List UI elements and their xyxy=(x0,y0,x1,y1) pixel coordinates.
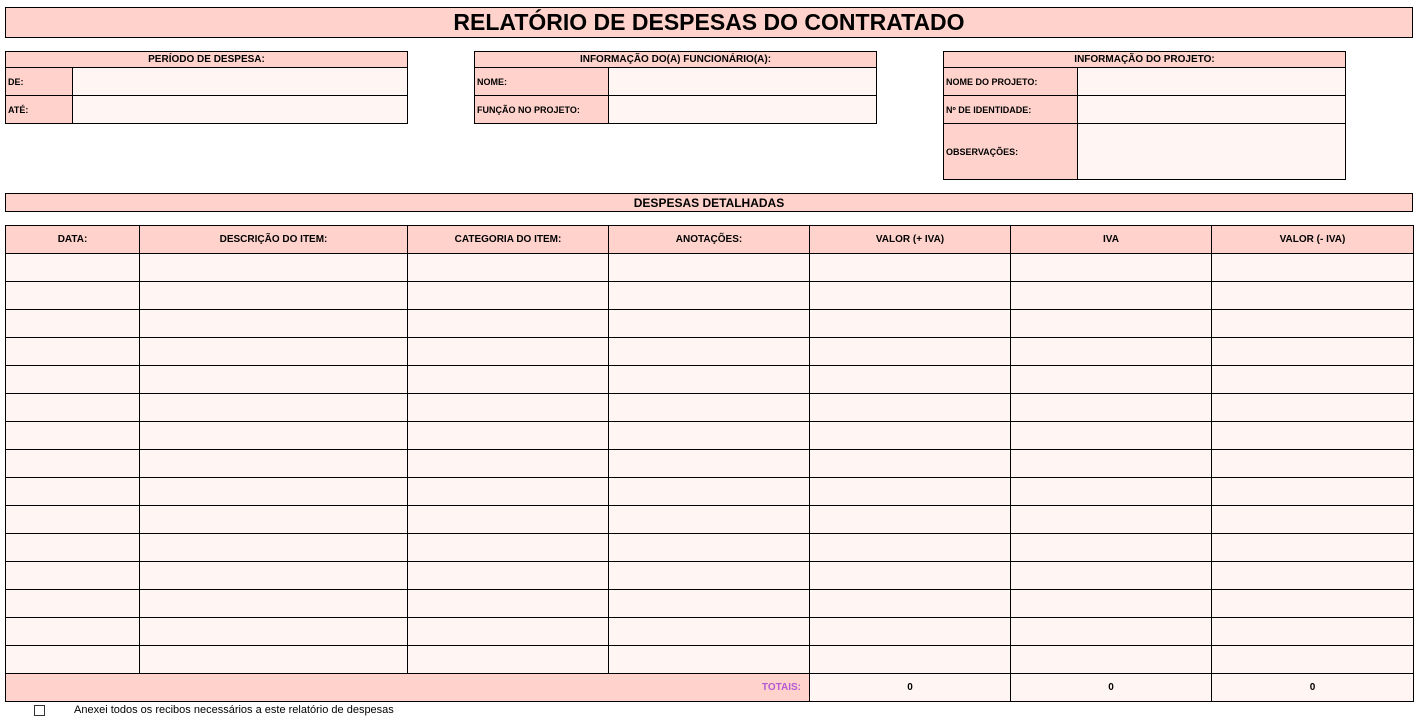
value-with-vat-cell[interactable] xyxy=(810,646,1011,674)
table-row xyxy=(6,338,1414,366)
project-info-header: INFORMAÇÃO DO PROJETO: xyxy=(944,52,1346,68)
date-cell[interactable] xyxy=(6,534,140,562)
description-cell[interactable] xyxy=(140,338,408,366)
date-cell[interactable] xyxy=(6,254,140,282)
notes-cell[interactable] xyxy=(609,254,810,282)
vat-cell[interactable] xyxy=(1011,366,1212,394)
description-cell[interactable] xyxy=(140,282,408,310)
project-info-table xyxy=(943,51,1346,180)
to-label: ATÉ: xyxy=(6,96,73,124)
table-row xyxy=(6,618,1414,646)
date-cell[interactable] xyxy=(6,590,140,618)
category-cell[interactable] xyxy=(408,534,609,562)
name-field[interactable] xyxy=(609,68,877,96)
description-cell[interactable] xyxy=(140,366,408,394)
id-number-label: Nº DE IDENTIDADE: xyxy=(944,96,1078,124)
value-with-vat-cell[interactable] xyxy=(810,590,1011,618)
table-row xyxy=(6,590,1414,618)
description-cell[interactable] xyxy=(140,394,408,422)
col-header-category: CATEGORIA DO ITEM: xyxy=(408,226,609,254)
table-row xyxy=(6,422,1414,450)
value-without-vat-cell[interactable] xyxy=(1212,366,1414,394)
value-without-vat-cell[interactable] xyxy=(1212,562,1414,590)
value-without-vat-cell[interactable] xyxy=(1212,478,1414,506)
expense-rows xyxy=(6,254,1414,674)
observations-field[interactable] xyxy=(1078,124,1346,180)
from-date-field[interactable] xyxy=(73,68,408,96)
value-with-vat-cell[interactable] xyxy=(810,254,1011,282)
table-row xyxy=(6,366,1414,394)
name-label: NOME: xyxy=(475,68,609,96)
description-cell[interactable] xyxy=(140,646,408,674)
notes-cell[interactable] xyxy=(609,534,810,562)
vat-cell[interactable] xyxy=(1011,310,1212,338)
date-cell[interactable] xyxy=(6,282,140,310)
category-cell[interactable] xyxy=(408,618,609,646)
value-without-vat-cell[interactable] xyxy=(1212,394,1414,422)
notes-cell[interactable] xyxy=(609,282,810,310)
receipts-confirmation xyxy=(34,703,394,717)
vat-cell[interactable] xyxy=(1011,506,1212,534)
value-with-vat-cell[interactable] xyxy=(810,394,1011,422)
value-without-vat-cell[interactable] xyxy=(1212,646,1414,674)
notes-cell[interactable] xyxy=(609,618,810,646)
value-with-vat-cell[interactable] xyxy=(810,478,1011,506)
category-cell[interactable] xyxy=(408,394,609,422)
notes-cell[interactable] xyxy=(609,478,810,506)
notes-cell[interactable] xyxy=(609,506,810,534)
date-cell[interactable] xyxy=(6,422,140,450)
project-name-field[interactable] xyxy=(1078,68,1346,96)
vat-cell[interactable] xyxy=(1011,646,1212,674)
table-row xyxy=(6,562,1414,590)
description-cell[interactable] xyxy=(140,422,408,450)
value-without-vat-cell[interactable] xyxy=(1212,590,1414,618)
employee-info-table xyxy=(474,51,877,124)
value-without-vat-cell[interactable] xyxy=(1212,534,1414,562)
observations-label: OBSERVAÇÕES: xyxy=(944,124,1078,180)
value-without-vat-cell[interactable] xyxy=(1212,422,1414,450)
totals-label: TOTAIS: xyxy=(6,674,810,702)
date-cell[interactable] xyxy=(6,366,140,394)
description-cell[interactable] xyxy=(140,310,408,338)
value-without-vat-cell[interactable] xyxy=(1212,506,1414,534)
description-cell[interactable] xyxy=(140,478,408,506)
detailed-expenses-table xyxy=(5,225,1414,702)
id-number-field[interactable] xyxy=(1078,96,1346,124)
category-cell[interactable] xyxy=(408,590,609,618)
value-with-vat-cell[interactable] xyxy=(810,534,1011,562)
table-row xyxy=(6,310,1414,338)
value-with-vat-cell[interactable] xyxy=(810,506,1011,534)
value-without-vat-cell[interactable] xyxy=(1212,618,1414,646)
date-cell[interactable] xyxy=(6,646,140,674)
table-row xyxy=(6,254,1414,282)
value-without-vat-cell[interactable] xyxy=(1212,310,1414,338)
receipts-checkbox-label: Anexei todos os recibos necessários a este relatório de despesas xyxy=(74,704,394,716)
value-without-vat-cell[interactable] xyxy=(1212,282,1414,310)
description-cell[interactable] xyxy=(140,562,408,590)
from-label: DE: xyxy=(6,68,73,96)
notes-cell[interactable] xyxy=(609,338,810,366)
vat-cell[interactable] xyxy=(1011,422,1212,450)
employee-info-header: INFORMAÇÃO DO(A) FUNCIONÁRIO(A): xyxy=(475,52,877,68)
vat-cell[interactable] xyxy=(1011,618,1212,646)
table-row xyxy=(6,646,1414,674)
value-with-vat-cell[interactable] xyxy=(810,562,1011,590)
category-cell[interactable] xyxy=(408,506,609,534)
description-cell[interactable] xyxy=(140,618,408,646)
notes-cell[interactable] xyxy=(609,646,810,674)
table-row xyxy=(6,282,1414,310)
category-cell[interactable] xyxy=(408,646,609,674)
description-cell[interactable] xyxy=(140,534,408,562)
description-cell[interactable] xyxy=(140,450,408,478)
col-header-vat: IVA xyxy=(1011,226,1212,254)
category-cell[interactable] xyxy=(408,282,609,310)
notes-cell[interactable] xyxy=(609,562,810,590)
col-header-description: DESCRIÇÃO DO ITEM: xyxy=(140,226,408,254)
vat-cell[interactable] xyxy=(1011,534,1212,562)
category-cell[interactable] xyxy=(408,310,609,338)
value-with-vat-cell[interactable] xyxy=(810,450,1011,478)
description-cell[interactable] xyxy=(140,590,408,618)
project-role-field[interactable] xyxy=(609,96,877,124)
vat-cell[interactable] xyxy=(1011,478,1212,506)
notes-cell[interactable] xyxy=(609,366,810,394)
total-value-without-vat: 0 xyxy=(1212,674,1414,702)
value-with-vat-cell[interactable] xyxy=(810,618,1011,646)
notes-cell[interactable] xyxy=(609,310,810,338)
col-header-notes: ANOTAÇÕES: xyxy=(609,226,810,254)
vat-cell[interactable] xyxy=(1011,590,1212,618)
date-cell[interactable] xyxy=(6,506,140,534)
vat-cell[interactable] xyxy=(1011,394,1212,422)
table-row xyxy=(6,478,1414,506)
value-with-vat-cell[interactable] xyxy=(810,366,1011,394)
vat-cell[interactable] xyxy=(1011,450,1212,478)
vat-cell[interactable] xyxy=(1011,254,1212,282)
notes-cell[interactable] xyxy=(609,450,810,478)
vat-cell[interactable] xyxy=(1011,338,1212,366)
detailed-expenses-title: DESPESAS DETALHADAS xyxy=(5,193,1413,212)
notes-cell[interactable] xyxy=(609,422,810,450)
date-cell[interactable] xyxy=(6,338,140,366)
date-cell[interactable] xyxy=(6,478,140,506)
date-cell[interactable] xyxy=(6,394,140,422)
vat-cell[interactable] xyxy=(1011,282,1212,310)
value-with-vat-cell[interactable] xyxy=(810,310,1011,338)
description-cell[interactable] xyxy=(140,254,408,282)
category-cell[interactable] xyxy=(408,366,609,394)
col-header-value-with-vat: VALOR (+ IVA) xyxy=(810,226,1011,254)
expense-period-header: PERÍODO DE DESPESA: xyxy=(6,52,408,68)
project-name-label: NOME DO PROJETO: xyxy=(944,68,1078,96)
col-header-date: DATA: xyxy=(6,226,140,254)
date-cell[interactable] xyxy=(6,562,140,590)
category-cell[interactable] xyxy=(408,422,609,450)
vat-cell[interactable] xyxy=(1011,562,1212,590)
table-row xyxy=(6,506,1414,534)
value-with-vat-cell[interactable] xyxy=(810,338,1011,366)
expense-period-table xyxy=(5,51,408,124)
date-cell[interactable] xyxy=(6,618,140,646)
value-with-vat-cell[interactable] xyxy=(810,282,1011,310)
report-title: RELATÓRIO DE DESPESAS DO CONTRATADO xyxy=(5,7,1413,38)
notes-cell[interactable] xyxy=(609,394,810,422)
category-cell[interactable] xyxy=(408,562,609,590)
category-cell[interactable] xyxy=(408,450,609,478)
total-value-with-vat: 0 xyxy=(810,674,1011,702)
value-with-vat-cell[interactable] xyxy=(810,422,1011,450)
table-row xyxy=(6,450,1414,478)
category-cell[interactable] xyxy=(408,338,609,366)
notes-cell[interactable] xyxy=(609,590,810,618)
description-cell[interactable] xyxy=(140,506,408,534)
category-cell[interactable] xyxy=(408,478,609,506)
total-vat: 0 xyxy=(1011,674,1212,702)
receipts-checkbox[interactable] xyxy=(34,705,45,716)
project-role-label: FUNÇÃO NO PROJETO: xyxy=(475,96,609,124)
value-without-vat-cell[interactable] xyxy=(1212,338,1414,366)
date-cell[interactable] xyxy=(6,310,140,338)
value-without-vat-cell[interactable] xyxy=(1212,450,1414,478)
date-cell[interactable] xyxy=(6,450,140,478)
value-without-vat-cell[interactable] xyxy=(1212,254,1414,282)
table-row xyxy=(6,534,1414,562)
to-date-field[interactable] xyxy=(73,96,408,124)
col-header-value-without-vat: VALOR (- IVA) xyxy=(1212,226,1414,254)
table-row xyxy=(6,394,1414,422)
category-cell[interactable] xyxy=(408,254,609,282)
